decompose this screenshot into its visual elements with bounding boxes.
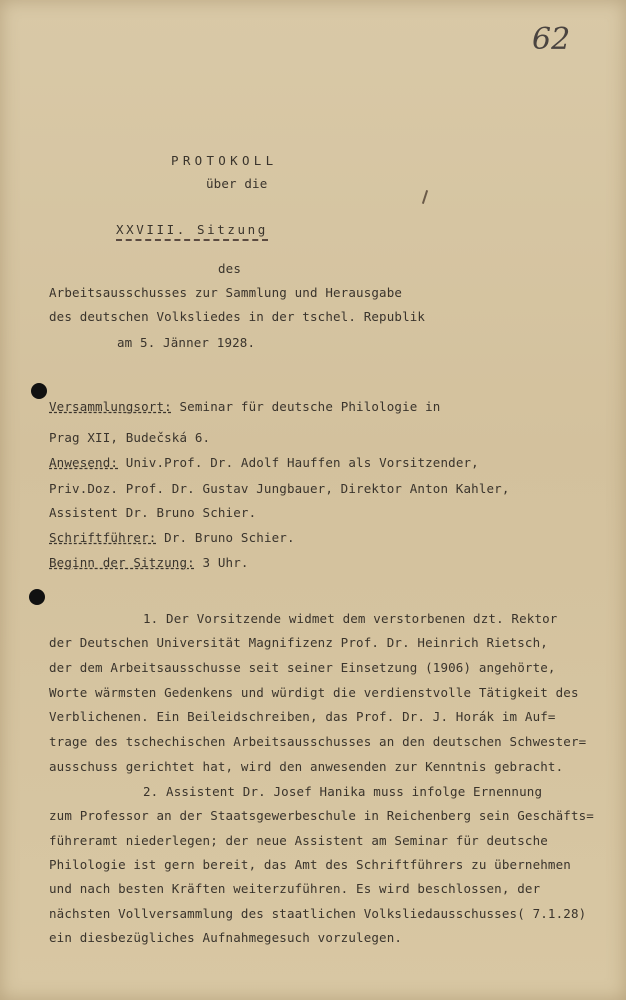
pencil-mark [422, 190, 428, 204]
session-title-text: XXVIII. Sitzung [116, 222, 268, 241]
paragraph-2-line: führeramt niederlegen; der neue Assistent am Seminar für deutsche [49, 833, 548, 848]
paragraph-1-line: ausschuss gerichtet hat, wird den anwesenden zur Kenntnis gebracht. [49, 759, 564, 774]
paragraph-2-line: ein diesbezügliches Aufnahmegesuch vorzulegen. [49, 930, 403, 945]
meta-start [49, 555, 249, 571]
place-label: Versammlungsort: [49, 399, 172, 414]
paragraph-1-line: der Deutschen Universität Magnifizenz Prof. Dr. Heinrich Rietsch, [49, 635, 548, 650]
present-value: Univ.Prof. Dr. Adolf Hauffen als Vorsitzender, [125, 455, 479, 470]
secretary-label: Schriftführer: [49, 530, 157, 545]
present-label: Anwesend: [49, 455, 119, 470]
start-value: 3 Uhr. [202, 555, 249, 570]
heading-line-ueber: über die [206, 176, 268, 191]
paragraph-1-line: Verblichenen. Ein Beileidschreiben, das Prof. Dr. J. Horák im Auf= [49, 709, 556, 724]
start-label: Beginn der Sitzung: [49, 555, 195, 570]
paragraph-2-line: 2. Assistent Dr. Josef Hanika muss infolge Ernennung [143, 784, 543, 799]
secretary-value: Dr. Bruno Schier. [164, 530, 295, 545]
place-value-line2: Prag XII, Budečská 6. [49, 430, 211, 445]
paragraph-2-line: nächsten Vollversammlung des staatlichen Volksliedausschusses( 7.1.28) [49, 906, 587, 921]
paragraph-2-line: zum Professor an der Staatsgewerbeschule in Reichenberg sein Geschäfts= [49, 808, 594, 823]
meta-place [49, 399, 440, 415]
paragraph-1-line: Worte wärmsten Gedenkens und würdigt die verdienstvolle Tätigkeit des [49, 685, 579, 700]
paragraph-2-line: Philologie ist gern bereit, das Amt des Schriftführers zu übernehmen [49, 857, 571, 872]
heading-line-des: des [218, 261, 242, 276]
present-value-line2: Priv.Doz. Prof. Dr. Gustav Jungbauer, Direktor Anton Kahler, [49, 481, 510, 496]
heading-date: am 5. Jänner 1928. [117, 335, 256, 350]
place-value: Seminar für deutsche Philologie in [179, 399, 441, 414]
paragraph-1-line: trage des tschechischen Arbeitsausschusses an den deutschen Schwester= [49, 734, 587, 749]
protocol-title: PROTOKOLL [171, 153, 278, 168]
heading-line-volkslied: des deutschen Volksliedes in der tschel. Republik [49, 309, 426, 324]
heading-line-committee: Arbeitsausschusses zur Sammlung und Herausgabe [49, 285, 403, 300]
present-value-line3: Assistent Dr. Bruno Schier. [49, 505, 257, 520]
paragraph-1-line: der dem Arbeitsausschusse seit seiner Einsetzung (1906) angehörte, [49, 660, 556, 675]
meta-secretary [49, 530, 295, 546]
meta-present [49, 455, 479, 471]
paragraph-1-line: 1. Der Vorsitzende widmet dem verstorbenen dzt. Rektor [143, 611, 558, 626]
punch-hole-icon [31, 383, 47, 399]
session-title [116, 222, 268, 238]
paragraph-2-line: und nach besten Kräften weiterzuführen. Es wird beschlossen, der [49, 881, 541, 896]
punch-hole-icon [29, 589, 45, 605]
page-number: 62 [532, 22, 571, 57]
